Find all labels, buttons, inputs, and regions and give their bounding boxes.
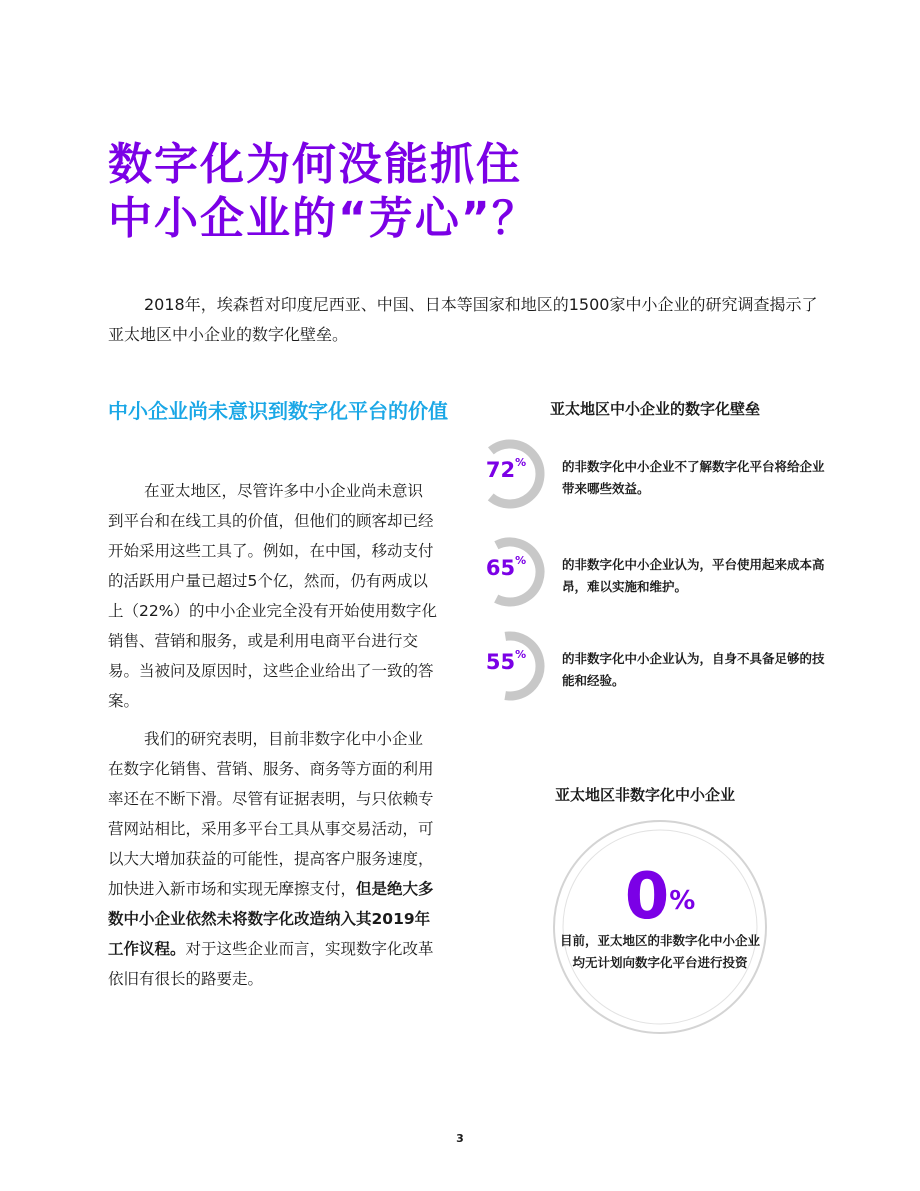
- zero-percent-value: 0: [624, 860, 670, 934]
- zero-percent: [560, 862, 760, 932]
- barrier-description: 的非数字化中小企业不了解数字化平台将给企业带来哪些效益。: [562, 459, 825, 496]
- intro-paragraph: 2018年，埃森哲对印度尼西亚、中国、日本等国家和地区的1500家中小企业的研究调查揭示了亚太地区中小企业的数字化壁垒。: [108, 295, 818, 344]
- section-heading: 中小企业尚未意识到数字化平台的价值: [108, 399, 448, 423]
- page-title-line-2: 中小企业的“芳心”？: [108, 193, 538, 244]
- body-paragraph-2-start: 我们的研究表明，目前非数字化中小企业在数字化销售、营销、服务、商务等方面的利用率还在不断下滑。尽管有证据表明，与只依赖专营网站相比，采用多平台工具从事交易活动，可以大大增加获益的可能性，提高客户服务速度，加快进入新市场和实现无摩擦支付，: [108, 730, 434, 898]
- body-paragraph-2: [108, 724, 438, 994]
- barrier-percent-unit: %: [515, 554, 527, 567]
- barrier-percent-unit: %: [515, 456, 527, 469]
- barrier-percent: [474, 556, 538, 580]
- barrier-stat: [474, 536, 834, 616]
- barrier-percent-value: 72: [485, 458, 516, 482]
- barrier-percent-unit: %: [515, 648, 527, 661]
- barrier-stat: [474, 630, 834, 710]
- page-title-line-1: 数字化为何没能抓住: [108, 139, 522, 190]
- non-digital-description: 目前，亚太地区的非数字化中小企业均无计划向数字化平台进行投资: [560, 933, 761, 970]
- non-digital-title: 亚太地区非数字化中小企业: [554, 786, 735, 804]
- barrier-percent-value: 65: [485, 556, 516, 580]
- barrier-description: 的非数字化中小企业认为，自身不具备足够的技能和经验。: [562, 651, 825, 688]
- barrier-description: 的非数字化中小企业认为，平台使用起来成本高昂，难以实施和维护。: [562, 557, 825, 594]
- page-title: [108, 138, 538, 246]
- body-paragraph-2-end: 对于这些企业而言，实现数字化改革依旧有很长的路要走。: [108, 940, 434, 988]
- barriers-title: 亚太地区中小企业的数字化壁垒: [549, 400, 760, 418]
- barrier-percent-value: 55: [485, 650, 516, 674]
- body-paragraph-1: 在亚太地区，尽管许多中小企业尚未意识到平台和在线工具的价值，但他们的顾客却已经开始采用这些工具了。例如，在中国，移动支付的活跃用户量已超过5个亿，然而，仍有两成以上（22%）的中小企业完全没有开始使用数字化销售、营销和服务，或是利用电商平台进行交易。当被问及原因时，这些企业给出了一致的答案。: [108, 482, 437, 710]
- body-paragraph-2-emphasis: 但是绝大多数中小企业依然未将数字化改造纳入其2019年工作议程。: [108, 880, 434, 958]
- barrier-percent: [474, 458, 538, 482]
- zero-percent-unit: %: [669, 886, 696, 916]
- barrier-percent: [474, 650, 538, 674]
- page-number: 3: [456, 1132, 464, 1145]
- barrier-stat: [474, 438, 834, 518]
